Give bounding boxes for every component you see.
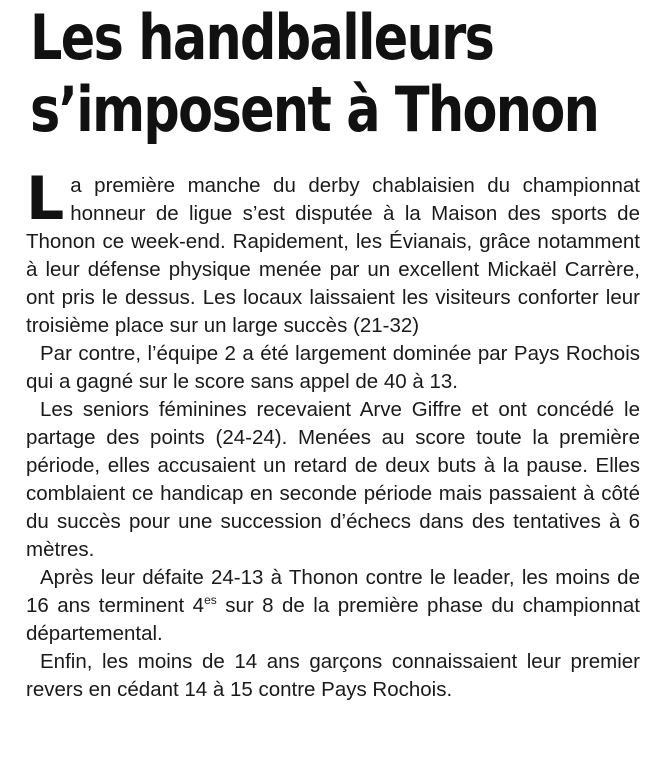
- headline-line-1: Les handballeurs: [30, 1, 494, 74]
- ordinal-superscript: es: [204, 593, 217, 608]
- paragraph-2: Par contre, l’équipe 2 a été largement dominée par Pays Rochois qui a gagné sur le score sans appel de 40 à 13.: [26, 342, 640, 393]
- paragraph-1-text: a première manche du derby chablaisien du championnat honneur de ligue s’est disputée à la Maison des sports de Thonon ce week-end. Rapidement, les Évianais, grâce notamment à leur défense physique menée par un excellent Mickaël Carrère, ont pris le dessus. Les locaux laissaient les visiteurs conforter leur troisième place sur un large succès (21-32): [26, 174, 640, 337]
- paragraph-4: [26, 564, 640, 648]
- drop-cap: L: [26, 164, 65, 234]
- paragraph-3: Les seniors féminines recevaient Arve Giffre et ont concédé le partage des points (24-24). Menées au score toute la première période, elles accusaient un retard de deux buts à la pause. Elles comblaient ce handicap en seconde période mais passaient à côté du succès pour une succession d’échecs dans des tentatives à 6 mètres.: [26, 398, 640, 561]
- paragraph-5: Enfin, les moins de 14 ans garçons connaissaient leur premier revers en cédant 14 à 15 contre Pays Rochois.: [26, 650, 640, 701]
- paragraph-1: [26, 164, 640, 340]
- headline: [30, 1, 599, 146]
- paragraph-4-text-start: Après leur défaite 24-13 à Thonon contre le leader, les moins de 16 ans terminent 4: [26, 566, 640, 617]
- headline-line-2: s’imposent à Thonon: [30, 73, 599, 146]
- paragraph-4-text-end: sur 8 de la première phase du championnat départemental.: [26, 594, 641, 645]
- article-body: [26, 164, 641, 704]
